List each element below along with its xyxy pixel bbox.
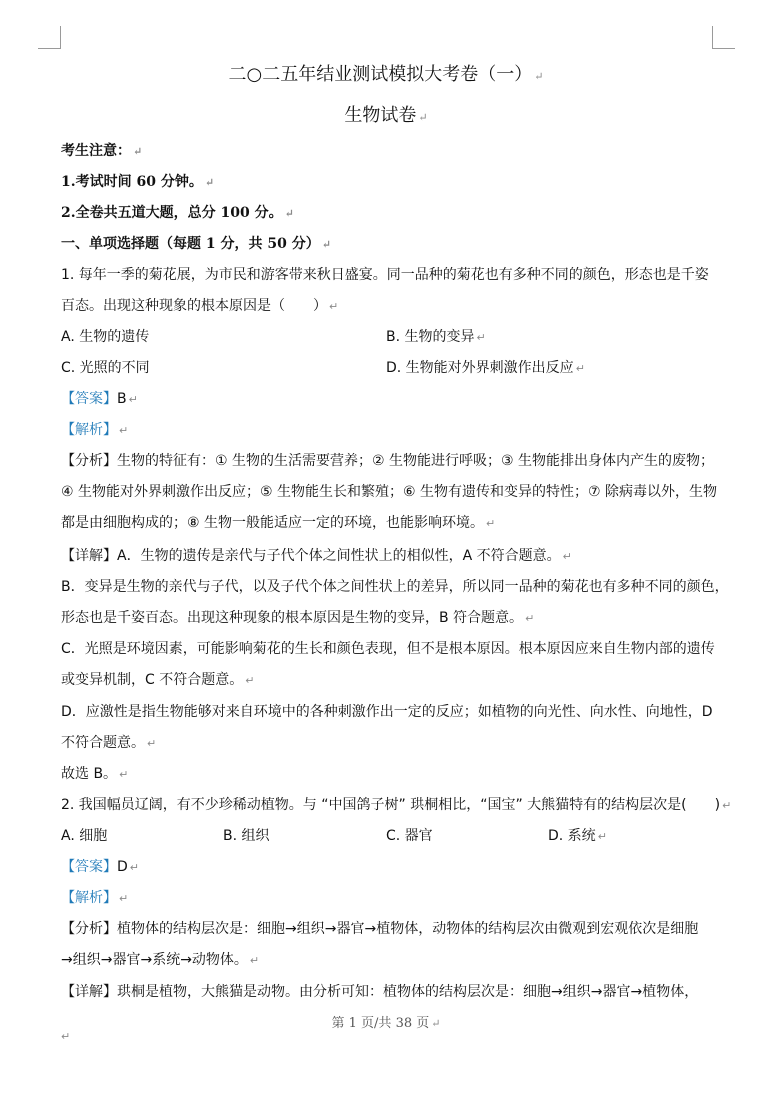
q1-answer: 【答案】B ↵ [61,391,138,407]
q1-fenxi-line-2: ④ 生物能对外界刺激作出反应；⑤ 生物能生长和繁殖；⑥ 生物有遗传和变异的特性；⑦ 除病毒以外，生物 [61,484,718,500]
q1-conclusion: 故选 B。 ↵ [61,766,129,782]
q1-detail-d-line-1: D．应激性是指生物能够对来自环境中的各种刺激作出一定的反应；如植物的向光性、向水性、向地性，D [61,704,713,720]
q1-option-b: B. 生物的变异 ↵ [386,329,486,345]
q2-option-b: B. 组织 [223,828,270,844]
q1-fenxi-line-1: 【分析】生物的特征有：① 生物的生活需要营养；② 生物能进行呼吸；③ 生物能排出身体内产生的废物； [61,453,715,469]
q1-fenxi-line-3: 都是由细胞构成的；⑧ 生物一般能适应一定的环境，也能影响环境。 ↵ [61,515,496,531]
q1-detail-c-line-2: 或变异机制，C 不符合题意。 ↵ [61,672,255,688]
q1-option-d: D. 生物能对外界刺激作出反应 ↵ [386,360,585,376]
q2-option-a: A. 细胞 [61,828,108,844]
q2-option-c: C. 器官 [386,828,433,844]
q1-option-c: C. 光照的不同 [61,360,150,376]
q1-analysis-label: 【解析】 ↵ [61,422,129,438]
q1-stem-line-1: 1. 每年一季的菊花展，为市民和游客带来秋日盛宴。同一品种的菊花也有多种不同的颜色，形态也是千姿 [61,267,709,283]
q2-fenxi-line-2: →组织→器官→系统→动物体。 ↵ [61,952,260,968]
exam-subtitle: 生物试卷 ↵ [344,105,428,126]
q1-detail-d-line-2: 不符合题意。 ↵ [61,735,157,751]
notice-item-2: 2.全卷共五道大题，总分 100 分。 ↵ [61,205,294,221]
q2-stem: 2. 我国幅员辽阔，有不少珍稀动植物。与 “中国鸽子树” 珙桐相比，“国宝” 大熊猫特有的结构层次是( ) ↵ [61,797,732,813]
page-footer: 第 1 页/共 38 页 ↵ [331,1016,441,1031]
q2-fenxi-line-1: 【分析】植物体的结构层次是：细胞→组织→器官→植物体，动物体的结构层次由微观到宏观依次是细胞 [61,921,699,937]
crop-mark-top-left [38,26,61,49]
q2-detail-line-1: 【详解】珙桐是植物，大熊猫是动物。由分析可知：植物体的结构层次是：细胞→组织→器官→植物体， [61,984,699,1000]
exam-title: 二○二五年结业测试模拟大考卷（一） ↵ [228,64,544,85]
crop-mark-top-right [712,26,735,49]
q1-detail-b-line-1: B．变异是生物的亲代与子代，以及子代个体之间性状上的差异，所以同一品种的菊花也有多种不同的颜色， [61,579,729,595]
q1-detail-b-line-2: 形态也是千姿百态。出现这种现象的根本原因是生物的变异，B 符合题意。 ↵ [61,610,535,626]
section-heading: 一、单项选择题（每题 1 分，共 50 分） ↵ [61,236,331,252]
q2-option-d: D. 系统 ↵ [548,828,607,844]
q1-stem-line-2: 百态。出现这种现象的根本原因是（ ） ↵ [61,298,339,314]
notice-heading: 考生注意： ↵ [61,143,143,159]
q1-detail-c-line-1: C．光照是环境因素，可能影响菊花的生长和颜色表现，但不是根本原因。根本原因应来自生物内部的遗传 [61,641,715,657]
paragraph-mark: ↵ [61,1030,71,1043]
answer-tag: 【答案】 [61,391,117,407]
q2-analysis-label: 【解析】 ↵ [61,890,129,906]
q1-option-a: A. 生物的遗传 [61,329,150,345]
q1-detail-a: 【详解】A．生物的遗传是亲代与子代个体之间性状上的相似性，A 不符合题意。 ↵ [61,548,572,564]
notice-item-1: 1.考试时间 60 分钟。 ↵ [61,174,215,190]
q2-answer: 【答案】D ↵ [61,859,139,875]
